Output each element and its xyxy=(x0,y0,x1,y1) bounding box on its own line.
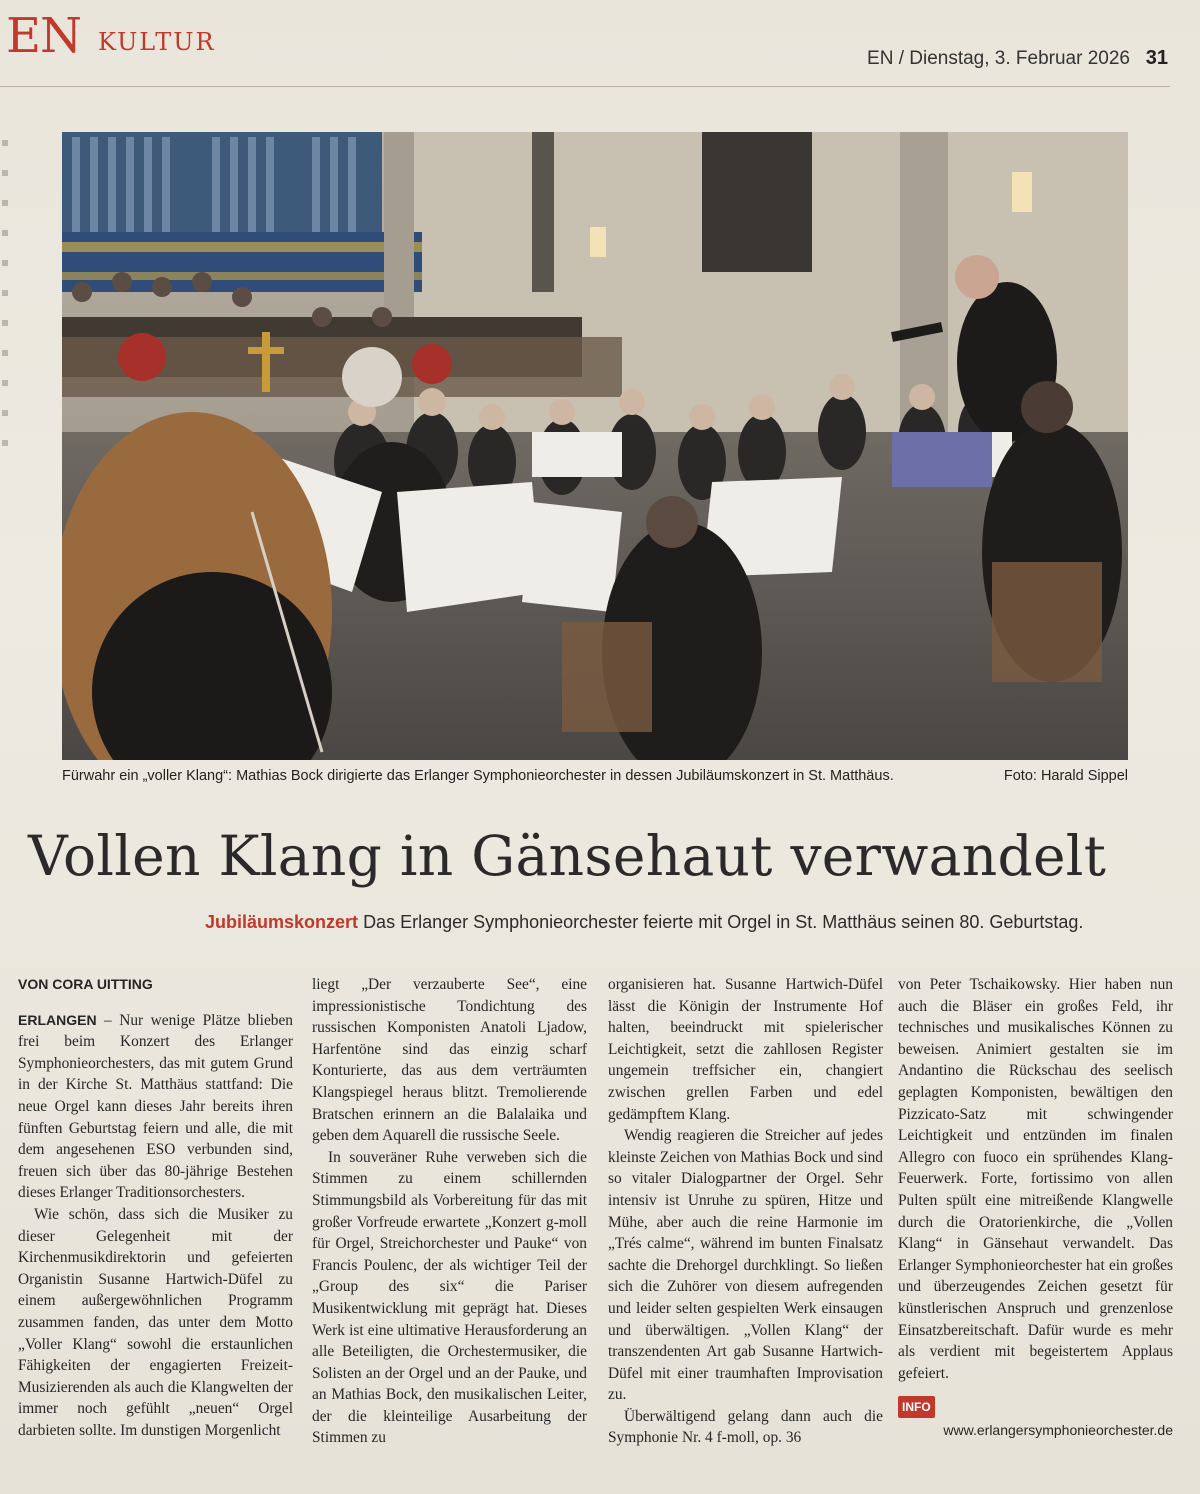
dateline-place: ERLANGEN xyxy=(18,1011,97,1028)
paragraph: von Peter Tschaikowsky. Hier haben nun auch die Bläser ein großes Feld, ihr technisches und musikalisches Können zu beweisen. Animiert gestalten sie im Andantino die Rückschau des seelisch geplagten Komponisten, bewältigen den Pizzicato-Satz mit schwingender Leichtigkeit und entzünden im finalen Allegro con fuoco ein sprühendes Klang-Feuerwerk. Forte, fortissimo von allen Pulten spült eine mitreißende Klangwelle durch die Oratorienkirche, die „Vollen Klang“ in Gänsehaut verwandelt. Das Erlanger Symphonieorchester hat ein großes und überzeugendes Zeichen gesetzt für künstlerischen Anspruch und grenzenlose Einsatzbereitschaft. Dafür wurde es mehr als verdient mit begeistertem Applaus gefeiert. xyxy=(898,976,1173,1382)
paragraph: In souveräner Ruhe verweben sich die Stimmen zu einem schillernden Stimmungsbild als Vorbereitung für das mit großer Vorfreude erwartete „Konzert g-moll für Orgel, Streichorchester und Pauke“ von Francis Poulenc, der als wichtiger Teil der „Group des six“ die Pariser Musikentwicklung mit geprägt hat. Dieses Werk ist eine ultimative Herausforderung an alle Beteiligten, die Orchestermusiker, die Solisten an der Orgel und an der Pauke, und an Mathias Bock, den musikalischen Leiter, der die kleinteilige Ausarbeitung der Stimmen zu xyxy=(312,1148,587,1447)
article-column-1 xyxy=(18,974,293,1441)
adjacent-page-edge xyxy=(2,140,8,460)
deck-text: Das Erlanger Symphonieorchester feierte mit Orgel in St. Matthäus seinen 80. Geburtstag. xyxy=(363,912,1084,932)
article-column-4 xyxy=(898,974,1173,1440)
paragraph: Überwältigend gelang dann auch die Symphonie Nr. 4 f-moll, op. 36 xyxy=(608,1407,883,1447)
byline: VON CORA UITTING xyxy=(18,976,153,992)
paragraph: Wie schön, dass sich die Musiker zu dieser Gelegenheit mit der Kirchenmusikdirektorin und gefeierten Organistin Susanne Hartwich-Düfel zu einem außergewöhnlichen Programm zusammen fanden, das unter dem Motto „Voller Klang“ sowohl die erstaunlichen Fähigkeiten der engagierten Freizeit-Musizierenden als auch die Klangwelten der immer noch gefühlt „neuen“ Orgel darbieten sollte. Im dunstigen Morgenlicht xyxy=(18,1205,293,1439)
issue-dateline: EN / Dienstag, 3. Februar 2026 xyxy=(867,48,1130,69)
article-column-2 xyxy=(312,974,587,1449)
kicker: Jubiläumskonzert xyxy=(205,912,359,932)
info-box xyxy=(898,1396,1173,1440)
paragraph xyxy=(18,1010,293,1204)
page-number: 31 xyxy=(1145,47,1168,69)
paragraph: liegt „Der verzauberte See“, eine impressionistische Tondichtung des russischen Komponisten Anatoli Ljadow, Harfentöne sind das einzig scharf Konturierte, das aus dem verträumten Klangspiegel heraus blitzt. Tremolierende Bratschen erinnern an die Balalaika und geben dem Aquarell die russische Seele. xyxy=(312,976,587,1145)
section-mark: EN xyxy=(6,8,82,64)
info-url: www.erlangersymphonieorchester.de xyxy=(943,1422,1173,1439)
paragraph: Wendig reagieren die Streicher auf jedes kleinste Zeichen von Mathias Bock und sind so vitaler Dialogpartner der Orgel. Sehr intensiv ist Unruhe zu spüren, Hitze und Mühe, aber auch die reine Harmonie im „Trés calme“, während im bunten Finalsatz sachte die Drehorgel durchklingt. So ließen sich die Zuhörer von diesem aufregenden und leider selten gespielten Werk einsaugen und überwältigen. „Vollen Klang“ der transzendenten Art gab Susanne Hartwich-Düfel mit einer traumhaften Improvisation zu. xyxy=(608,1127,883,1404)
photo-caption xyxy=(62,768,1128,784)
headline: Vollen Klang in Gänsehaut verwandelt xyxy=(28,824,1107,888)
photo-credit: Foto: Harald Sippel xyxy=(1003,768,1128,784)
caption-text: Fürwahr ein „voller Klang“: Mathias Bock dirigierte das Erlanger Symphonieorchester in dessen Jubiläumskonzert in St. Matthäus. xyxy=(62,768,894,784)
article-column-3 xyxy=(608,974,883,1449)
paragraph: organisieren hat. Susanne Hartwich-Düfel lässt die Königin der Instrumente Hof halten, beeindruckt mit spielerischer Leichtigkeit, setzt die zahllosen Register ungemein treffsicher ein, changiert zwischen grellen Farben und edel gedämpftem Klang. xyxy=(608,976,883,1123)
subheadline xyxy=(205,912,1083,933)
section-name: KULTUR xyxy=(98,28,216,56)
paragraph-text: – Nur wenige Plätze blieben frei beim Konzert des Erlanger Symphonieorchesters, das mit gutem Grund in der Kirche St. Matthäus stattfand: Die neue Orgel kann dieses Jahr bereits ihren fünften Geburtstag feiern und alle, die mit dem angesehenen ESO verbunden sind, freuen sich über das 80-jährige Bestehen dieses Erlanger Traditionsorchesters. xyxy=(18,1011,293,1202)
orchestra-photo xyxy=(62,132,1128,760)
header-divider xyxy=(0,86,1170,87)
info-badge: INFO xyxy=(898,1396,935,1418)
